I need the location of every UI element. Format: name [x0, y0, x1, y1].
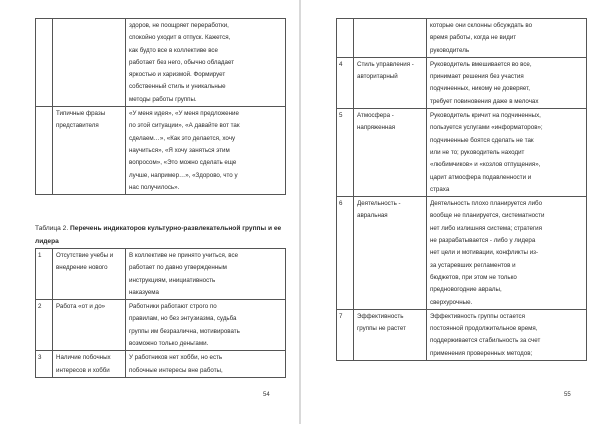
- indicator-description-cell: «У меня идея», «У меня предложение по этой ситуации», «А давайте вот так сделаем…», «Как это делается, хочу научиться», «Я хочу заняться этим вопросом», «Это можно сделать еще лучше, например…», «Здорово, что у нас получилось».: [126, 107, 286, 195]
- num-cell: 4: [337, 57, 354, 108]
- table-row: [337, 19, 587, 58]
- right-page: [301, 0, 600, 424]
- continued-table-left: [35, 18, 286, 195]
- indicator-name-cell: Стиль управления - авторитарный: [354, 57, 427, 108]
- caption-title: Перечень индикаторов культурно-развлекательной группы и ее лидера: [35, 225, 282, 245]
- indicator-description-cell: Эффективность группы остается постоянной продолжительное время, поддерживается стабильность за счет применения проверенных методов;: [427, 309, 587, 360]
- indicator-name-cell: [53, 19, 126, 107]
- num-cell: 3: [36, 351, 53, 378]
- continued-table-right: [336, 18, 587, 361]
- table-row: [337, 57, 587, 108]
- indicator-description-cell: У работников нет хобби, но есть побочные интересы вне работы,: [126, 351, 286, 378]
- indicator-name-cell: Наличие побочных интересов и хобби: [53, 351, 126, 378]
- num-cell: 2: [36, 300, 53, 351]
- indicator-description-cell: Руководитель кричит на подчиненных, пользуется услугами «информаторов»; подчиненные боятся сделать не так или не то; руководитель находит «любимчиков» и «козлов отпущения», царит атмосфера подавленности и страха: [427, 109, 587, 197]
- table-row: [337, 109, 587, 197]
- num-cell: 1: [36, 249, 53, 300]
- indicator-description-cell: которые они склонны обсуждать во время работы, когда не видит руководитель: [427, 19, 587, 58]
- num-cell: 7: [337, 309, 354, 360]
- num-cell: [36, 107, 53, 195]
- num-cell: 6: [337, 197, 354, 310]
- table-row: [36, 19, 286, 107]
- num-cell: [36, 19, 53, 107]
- indicator-name-cell: Работа «от и до»: [53, 300, 126, 351]
- table-row: [36, 300, 286, 351]
- table-caption: [35, 223, 285, 248]
- indicator-name-cell: [354, 19, 427, 58]
- indicator-description-cell: Деятельность плохо планируется либо вообще не планируется, систематности нет либо излишняя система; стратегия не разрабатывается - либо у лидера нет цели и мотивации, конфликты из- за устаревших регламентов и бюджетов, при этом не только предновогодние авралы, сверхурочные.: [427, 197, 587, 310]
- table-row: [36, 107, 286, 195]
- indicators-table: [35, 248, 286, 378]
- indicator-description-cell: В коллективе не принято учиться, все работает по давно утвержденным инструкциям, инициативность наказуема: [126, 249, 286, 300]
- num-cell: [337, 19, 354, 58]
- page-number: 55: [564, 392, 571, 398]
- table-row: [337, 309, 587, 360]
- indicator-name-cell: Атмосфера - напряженная: [354, 109, 427, 197]
- table-row: [36, 249, 286, 300]
- indicator-name-cell: Типичные фразы представителя: [53, 107, 126, 195]
- indicator-description-cell: Работники работают строго по правилам, но без энтузиазма, судьба группы им безразлична, мотивировать возможно только деньгами.: [126, 300, 286, 351]
- indicator-name-cell: Отсутствие учебы и внедрение нового: [53, 249, 126, 300]
- left-page: [0, 0, 299, 424]
- caption-prefix: Таблица 2.: [35, 225, 71, 232]
- indicator-description-cell: здоров, не поощряет переработки, спокойно уходит в отпуск. Кажется, как будто все в коллективе все работает без него, обычно обладает яркостью и харизмой. Формирует собственный стиль и уникальные методы работы группы.: [126, 19, 286, 107]
- table-row: [337, 197, 587, 310]
- indicator-name-cell: Деятельность - авральная: [354, 197, 427, 310]
- indicator-description-cell: Руководитель вмешивается во все, принимает решения без участия подчиненных, никому не доверяет, требует повиновения даже в мелочах: [427, 57, 587, 108]
- num-cell: 5: [337, 109, 354, 197]
- table-row: [36, 351, 286, 378]
- indicator-name-cell: Эффективность группы не растет: [354, 309, 427, 360]
- page-number: 54: [263, 392, 270, 398]
